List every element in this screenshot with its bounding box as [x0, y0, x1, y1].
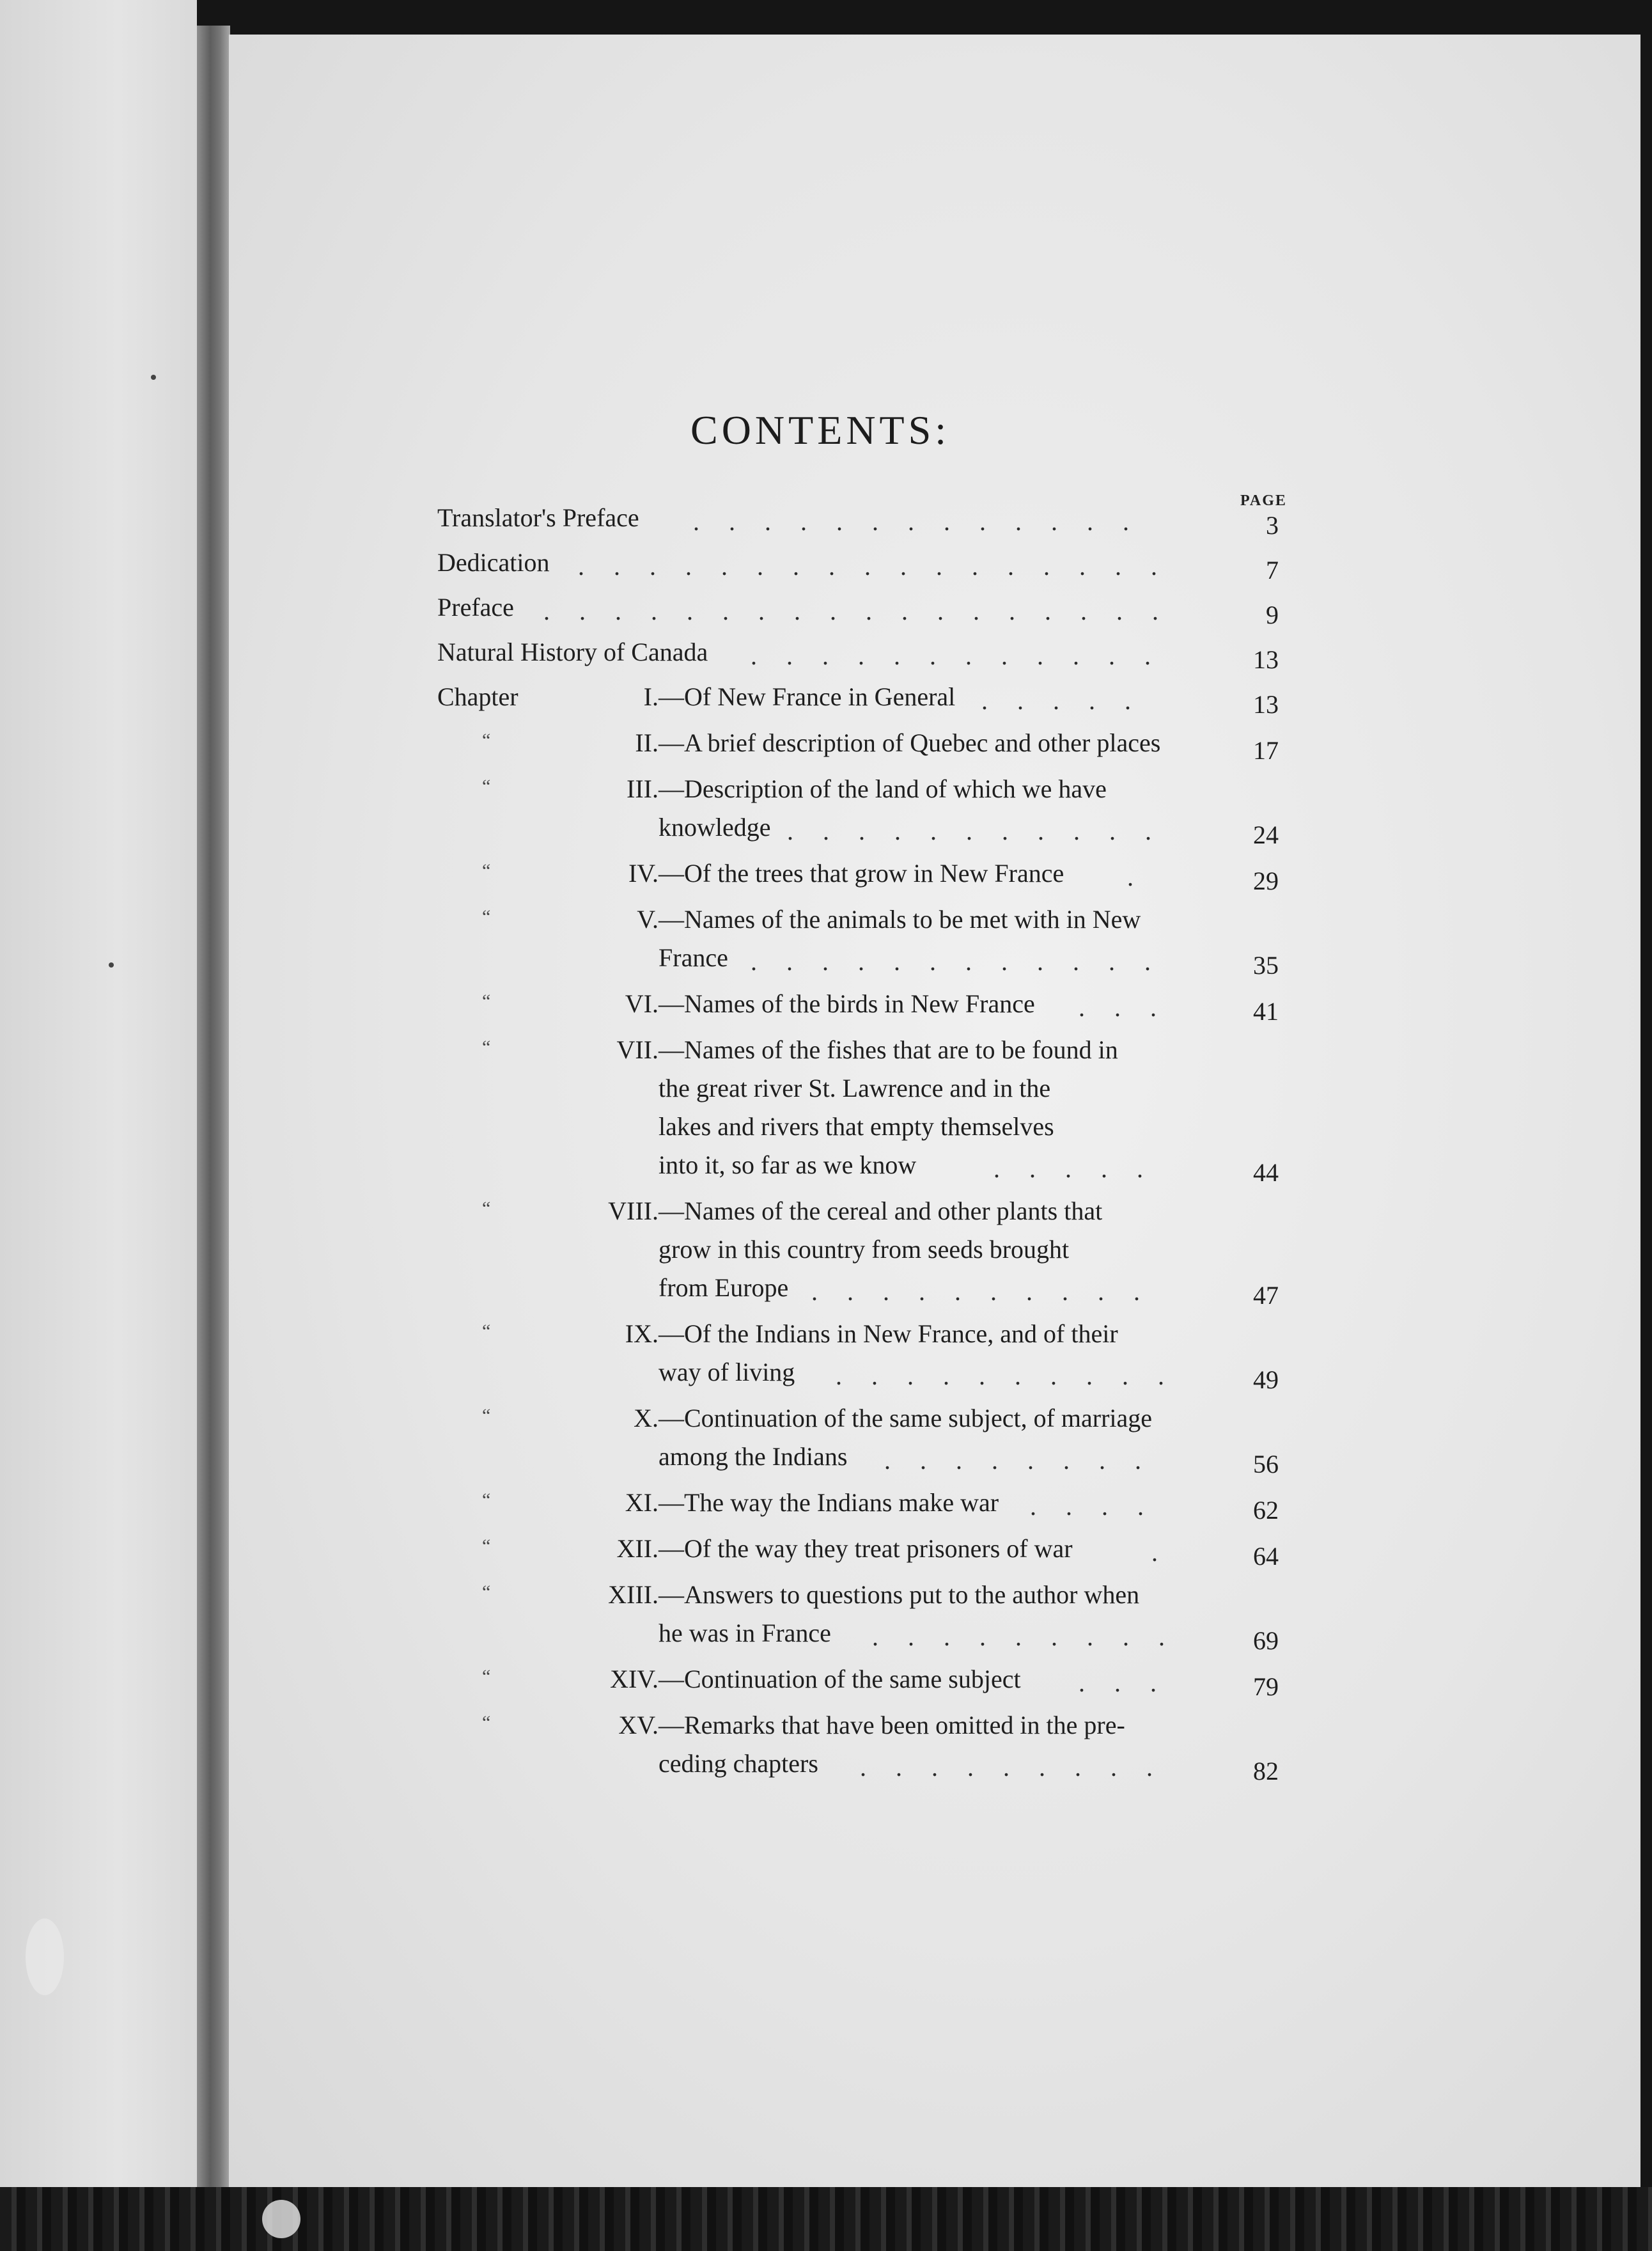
- chapter-title-line: from Europe: [658, 1273, 789, 1302]
- chapter-title-line: —The way the Indians make war: [658, 1488, 999, 1517]
- leader-dots: .: [1151, 1538, 1187, 1567]
- chapter-title-line: lakes and rivers that empty themselves: [658, 1112, 1054, 1141]
- toc-entry-page: 44: [1253, 1158, 1279, 1187]
- toc-entry-page: 47: [1253, 1281, 1279, 1310]
- leader-dots: ..........: [836, 1361, 1194, 1390]
- chapter-numeral: V.: [637, 905, 658, 934]
- toc-entry-page: 69: [1253, 1626, 1279, 1655]
- toc-entry-page: 29: [1253, 867, 1279, 895]
- page-title: CONTENTS:: [690, 407, 950, 453]
- scan-mark: [262, 2200, 300, 2238]
- toc-entry-label: Preface: [437, 593, 514, 622]
- ditto-mark: “: [482, 730, 491, 751]
- chapter-title-line: —Names of the cereal and other plants that: [658, 1196, 1103, 1225]
- toc-entry-page: 41: [1253, 997, 1279, 1026]
- ditto-mark: “: [482, 1535, 491, 1557]
- leader-dots: ...: [1079, 1668, 1186, 1697]
- chapter-title-line: —Continuation of the same subject: [658, 1665, 1021, 1693]
- toc-entry-page: 9: [1266, 600, 1279, 629]
- chapter-title-line: France: [658, 943, 728, 972]
- chapter-title-line: grow in this country from seeds brought: [658, 1235, 1070, 1264]
- chapter-title-line: —Remarks that have been omitted in the pre-: [658, 1711, 1125, 1739]
- ditto-mark: “: [482, 860, 491, 881]
- chapter-numeral: VI.: [625, 989, 658, 1018]
- chapter-numeral: XI.: [625, 1488, 658, 1517]
- chapter-title-line: he was in France: [658, 1619, 831, 1647]
- chapter-title-line: —Of the way they treat prisoners of war: [658, 1534, 1073, 1563]
- chapter-numeral: VII.: [616, 1035, 658, 1064]
- leader-dots: ............: [751, 641, 1180, 670]
- leader-dots: ........: [884, 1446, 1171, 1475]
- chapter-title-line: among the Indians: [658, 1442, 848, 1471]
- chapter-title-line: —Of the trees that grow in New France: [658, 859, 1064, 888]
- chapter-title-line: knowledge: [658, 813, 771, 842]
- chapter-numeral: XIV.: [610, 1665, 658, 1693]
- leader-dots: .....: [981, 686, 1160, 715]
- chapter-title-line: —Answers to questions put to the author when: [658, 1580, 1140, 1609]
- leader-dots: ....: [1030, 1492, 1173, 1521]
- ditto-mark: “: [482, 1321, 491, 1342]
- ditto-mark: “: [482, 1581, 491, 1603]
- leader-dots: ...: [1079, 993, 1186, 1022]
- toc-entry-label: Translator's Preface: [437, 503, 639, 532]
- leader-dots: .........: [872, 1622, 1194, 1651]
- toc-entry-page: 35: [1253, 951, 1279, 980]
- chapter-title-line: —Names of the animals to be met with in New: [658, 905, 1141, 934]
- ditto-mark: “: [482, 1198, 491, 1219]
- leader-dots: ..................: [543, 597, 1188, 625]
- toc-entry-page: 24: [1253, 820, 1279, 849]
- chapter-title-line: into it, so far as we know: [658, 1150, 917, 1179]
- chapter-numeral: IX.: [625, 1319, 658, 1348]
- toc-entry-page: 79: [1253, 1672, 1279, 1701]
- book-gutter: [197, 26, 230, 2193]
- chapter-numeral: X.: [634, 1404, 658, 1432]
- chapter-title-line: —Of the Indians in New France, and of their: [658, 1319, 1118, 1348]
- leader-dots: .................: [578, 552, 1187, 581]
- toc-entry-page: 13: [1253, 645, 1279, 674]
- toc-entry-page: 13: [1253, 690, 1279, 719]
- chapter-numeral: XII.: [616, 1534, 658, 1563]
- chapter-numeral: III.: [627, 774, 658, 803]
- toc-entry-page: 7: [1266, 556, 1279, 584]
- ditto-mark: “: [482, 991, 491, 1012]
- scan-mark: [151, 375, 156, 380]
- page-bottom-edge: [0, 2187, 1652, 2251]
- leader-dots: ...........: [787, 817, 1181, 845]
- toc-entry-page: 64: [1253, 1542, 1279, 1571]
- left-blank-page: [0, 0, 197, 2187]
- chapter-title-line: ceding chapters: [658, 1749, 818, 1778]
- leader-dots: .: [1127, 863, 1163, 891]
- chapter-title-line: the great river St. Lawrence and in the: [658, 1074, 1051, 1102]
- ditto-mark: “: [482, 1489, 491, 1510]
- ditto-mark: “: [482, 906, 491, 927]
- chapter-title-line: —Description of the land of which we have: [658, 774, 1107, 803]
- page-column-header: PAGE: [1240, 492, 1287, 509]
- ditto-mark: “: [482, 1037, 491, 1058]
- toc-entry-page: 3: [1266, 511, 1279, 540]
- chapter-label: Chapter: [437, 682, 518, 711]
- toc-entry-page: 56: [1253, 1450, 1279, 1478]
- leader-dots: ............: [751, 947, 1180, 976]
- ditto-mark: “: [482, 776, 491, 797]
- toc-entry-label: Natural History of Canada: [437, 638, 708, 666]
- chapter-numeral: XV.: [618, 1711, 658, 1739]
- leader-dots: ..........: [811, 1277, 1169, 1306]
- toc-entry-page: 17: [1253, 736, 1279, 765]
- chapter-numeral: XIII.: [608, 1580, 658, 1609]
- chapter-title-line: —Continuation of the same subject, of marriage: [658, 1404, 1153, 1432]
- toc-entry-page: 62: [1253, 1496, 1279, 1525]
- chapter-numeral: VIII.: [608, 1196, 658, 1225]
- chapter-title-line: way of living: [658, 1358, 795, 1386]
- scan-mark: [26, 1918, 64, 1995]
- leader-dots: .....: [994, 1154, 1173, 1183]
- chapter-title-line: —Of New France in General: [658, 682, 956, 711]
- leader-dots: .........: [860, 1753, 1182, 1782]
- toc-entry-page: 49: [1253, 1365, 1279, 1394]
- chapter-title-line: —A brief description of Quebec and other places: [658, 728, 1161, 757]
- ditto-mark: “: [482, 1405, 491, 1426]
- chapter-title-line: —Names of the fishes that are to be found in: [658, 1035, 1118, 1064]
- leader-dots: .............: [693, 507, 1158, 536]
- toc-entry-page: 82: [1253, 1757, 1279, 1785]
- ditto-mark: “: [482, 1712, 491, 1733]
- chapter-numeral: I.: [643, 682, 658, 711]
- toc-entry-label: Dedication: [437, 548, 550, 577]
- chapter-numeral: II.: [635, 728, 658, 757]
- chapter-title-line: —Names of the birds in New France: [658, 989, 1035, 1018]
- scan-mark: [109, 962, 114, 968]
- chapter-numeral: IV.: [628, 859, 658, 888]
- ditto-mark: “: [482, 1666, 491, 1687]
